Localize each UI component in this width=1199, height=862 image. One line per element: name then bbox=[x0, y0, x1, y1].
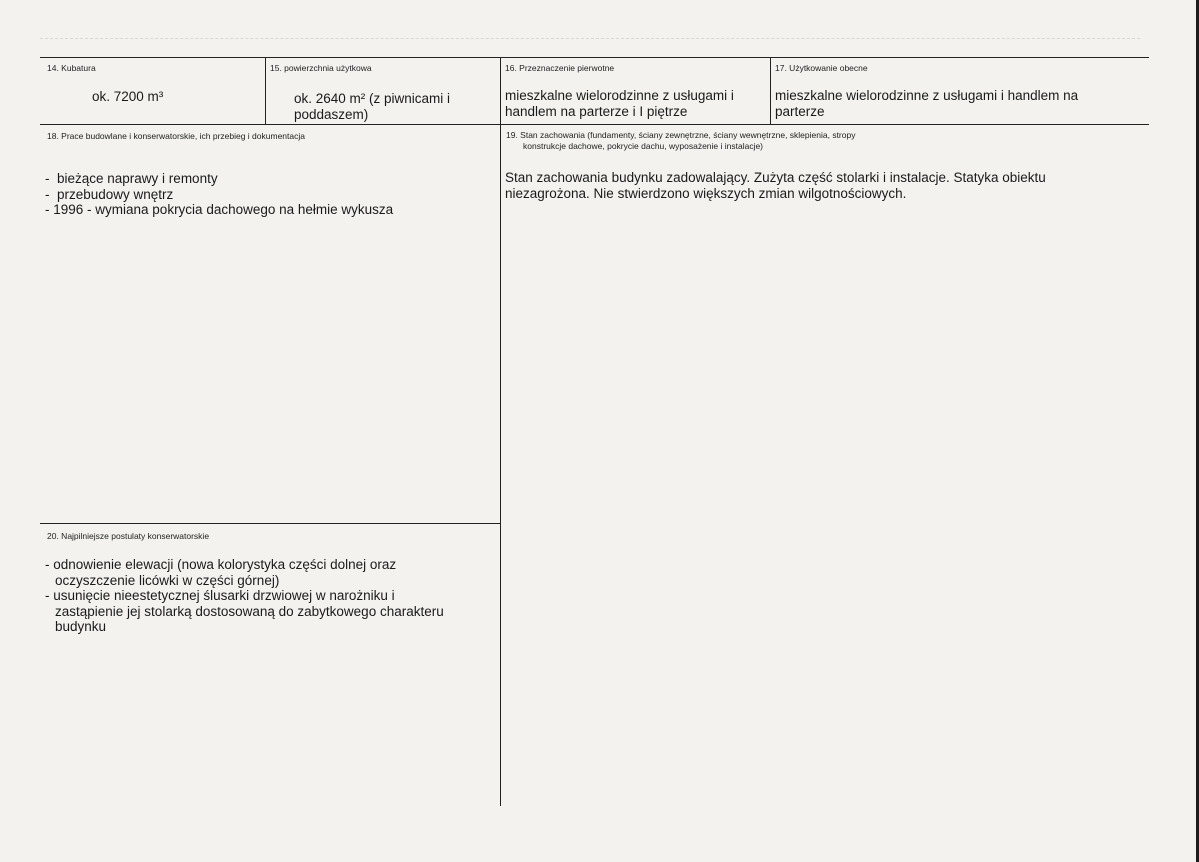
powierzchnia-label: 15. powierzchnia użytkowa bbox=[270, 63, 372, 73]
faint-top-rule bbox=[40, 38, 1140, 39]
postulaty-item: - odnowienie elewacji (nowa kolorystyka części dolnej oraz oczyszczenie licówki w części górnej) bbox=[45, 557, 397, 588]
prace-label: 18. Prace budowlane i konserwatorskie, ich przebieg i dokumentacja bbox=[47, 131, 305, 141]
col-divider-17 bbox=[770, 57, 771, 124]
top-border bbox=[40, 57, 1149, 58]
prace-item: - przebudowy wnętrz bbox=[45, 186, 174, 202]
kubatura-value: ok. 7200 m³ bbox=[92, 89, 164, 104]
postulaty-item-text: odnowienie elewacji (nowa kolorystyka części dolnej oraz oczyszczenie licówki w części górnej) bbox=[53, 557, 397, 588]
przeznaczenie-label: 16. Przeznaczenie pierwotne bbox=[505, 63, 615, 73]
kubatura-label: 14. Kubatura bbox=[47, 63, 96, 73]
postulaty-item: - usunięcie nieestetycznej ślusarki drzwiowej w narożniku i zastąpienie jej stolarką dostosowaną do zabytkowego charakteru budynku bbox=[45, 588, 444, 634]
section-divider-20 bbox=[40, 523, 500, 524]
postulaty-list bbox=[45, 557, 465, 635]
col-divider-main bbox=[500, 57, 501, 806]
przeznaczenie-value: mieszkalne wielorodzinne z usługami i handlem na parterze i I piętrze bbox=[505, 88, 734, 119]
postulaty-label: 20. Najpilniejsze postulaty konserwatorskie bbox=[47, 531, 210, 541]
powierzchnia-value: ok. 2640 m² (z piwnicami i poddaszem) bbox=[294, 91, 451, 122]
stan-label-line2: konstrukcje dachowe, pokrycie dachu, wyposażenie i instalacje) bbox=[523, 141, 764, 151]
prace-list bbox=[45, 171, 485, 218]
prace-item-text: bieżące naprawy i remonty bbox=[57, 171, 218, 186]
col-divider-15 bbox=[265, 57, 266, 124]
prace-item: - bieżące naprawy i remonty bbox=[45, 171, 218, 186]
uzytkowanie-label: 17. Użytkowanie obecne bbox=[775, 63, 868, 73]
uzytkowanie-value: mieszkalne wielorodzinne z usługami i handlem na parterze bbox=[775, 88, 1079, 119]
postulaty-item-text: usunięcie nieestetycznej ślusarki drzwiowej w narożniku i zastąpienie jej stolarką dostosowaną do zabytkowego charakteru budynku bbox=[53, 588, 444, 634]
stan-label-line1: 19. Stan zachowania (fundamenty, ściany zewnętrzne, ściany wewnętrzne, sklepienia, stropy bbox=[506, 130, 856, 140]
prace-item-text: 1996 - wymiana pokrycia dachowego na hełmie wykusza bbox=[53, 202, 394, 217]
prace-item-text: przebudowy wnętrz bbox=[57, 186, 174, 202]
stan-value: Stan zachowania budynku zadowalający. Zużyta część stolarki i instalacje. Statyka obiektu niezagrożona. Nie stwierdzono większych zmian wilgotnościowych. bbox=[505, 170, 1046, 201]
row-divider bbox=[40, 124, 1149, 125]
prace-item: - 1996 - wymiana pokrycia dachowego na hełmie wykusza bbox=[45, 202, 394, 217]
